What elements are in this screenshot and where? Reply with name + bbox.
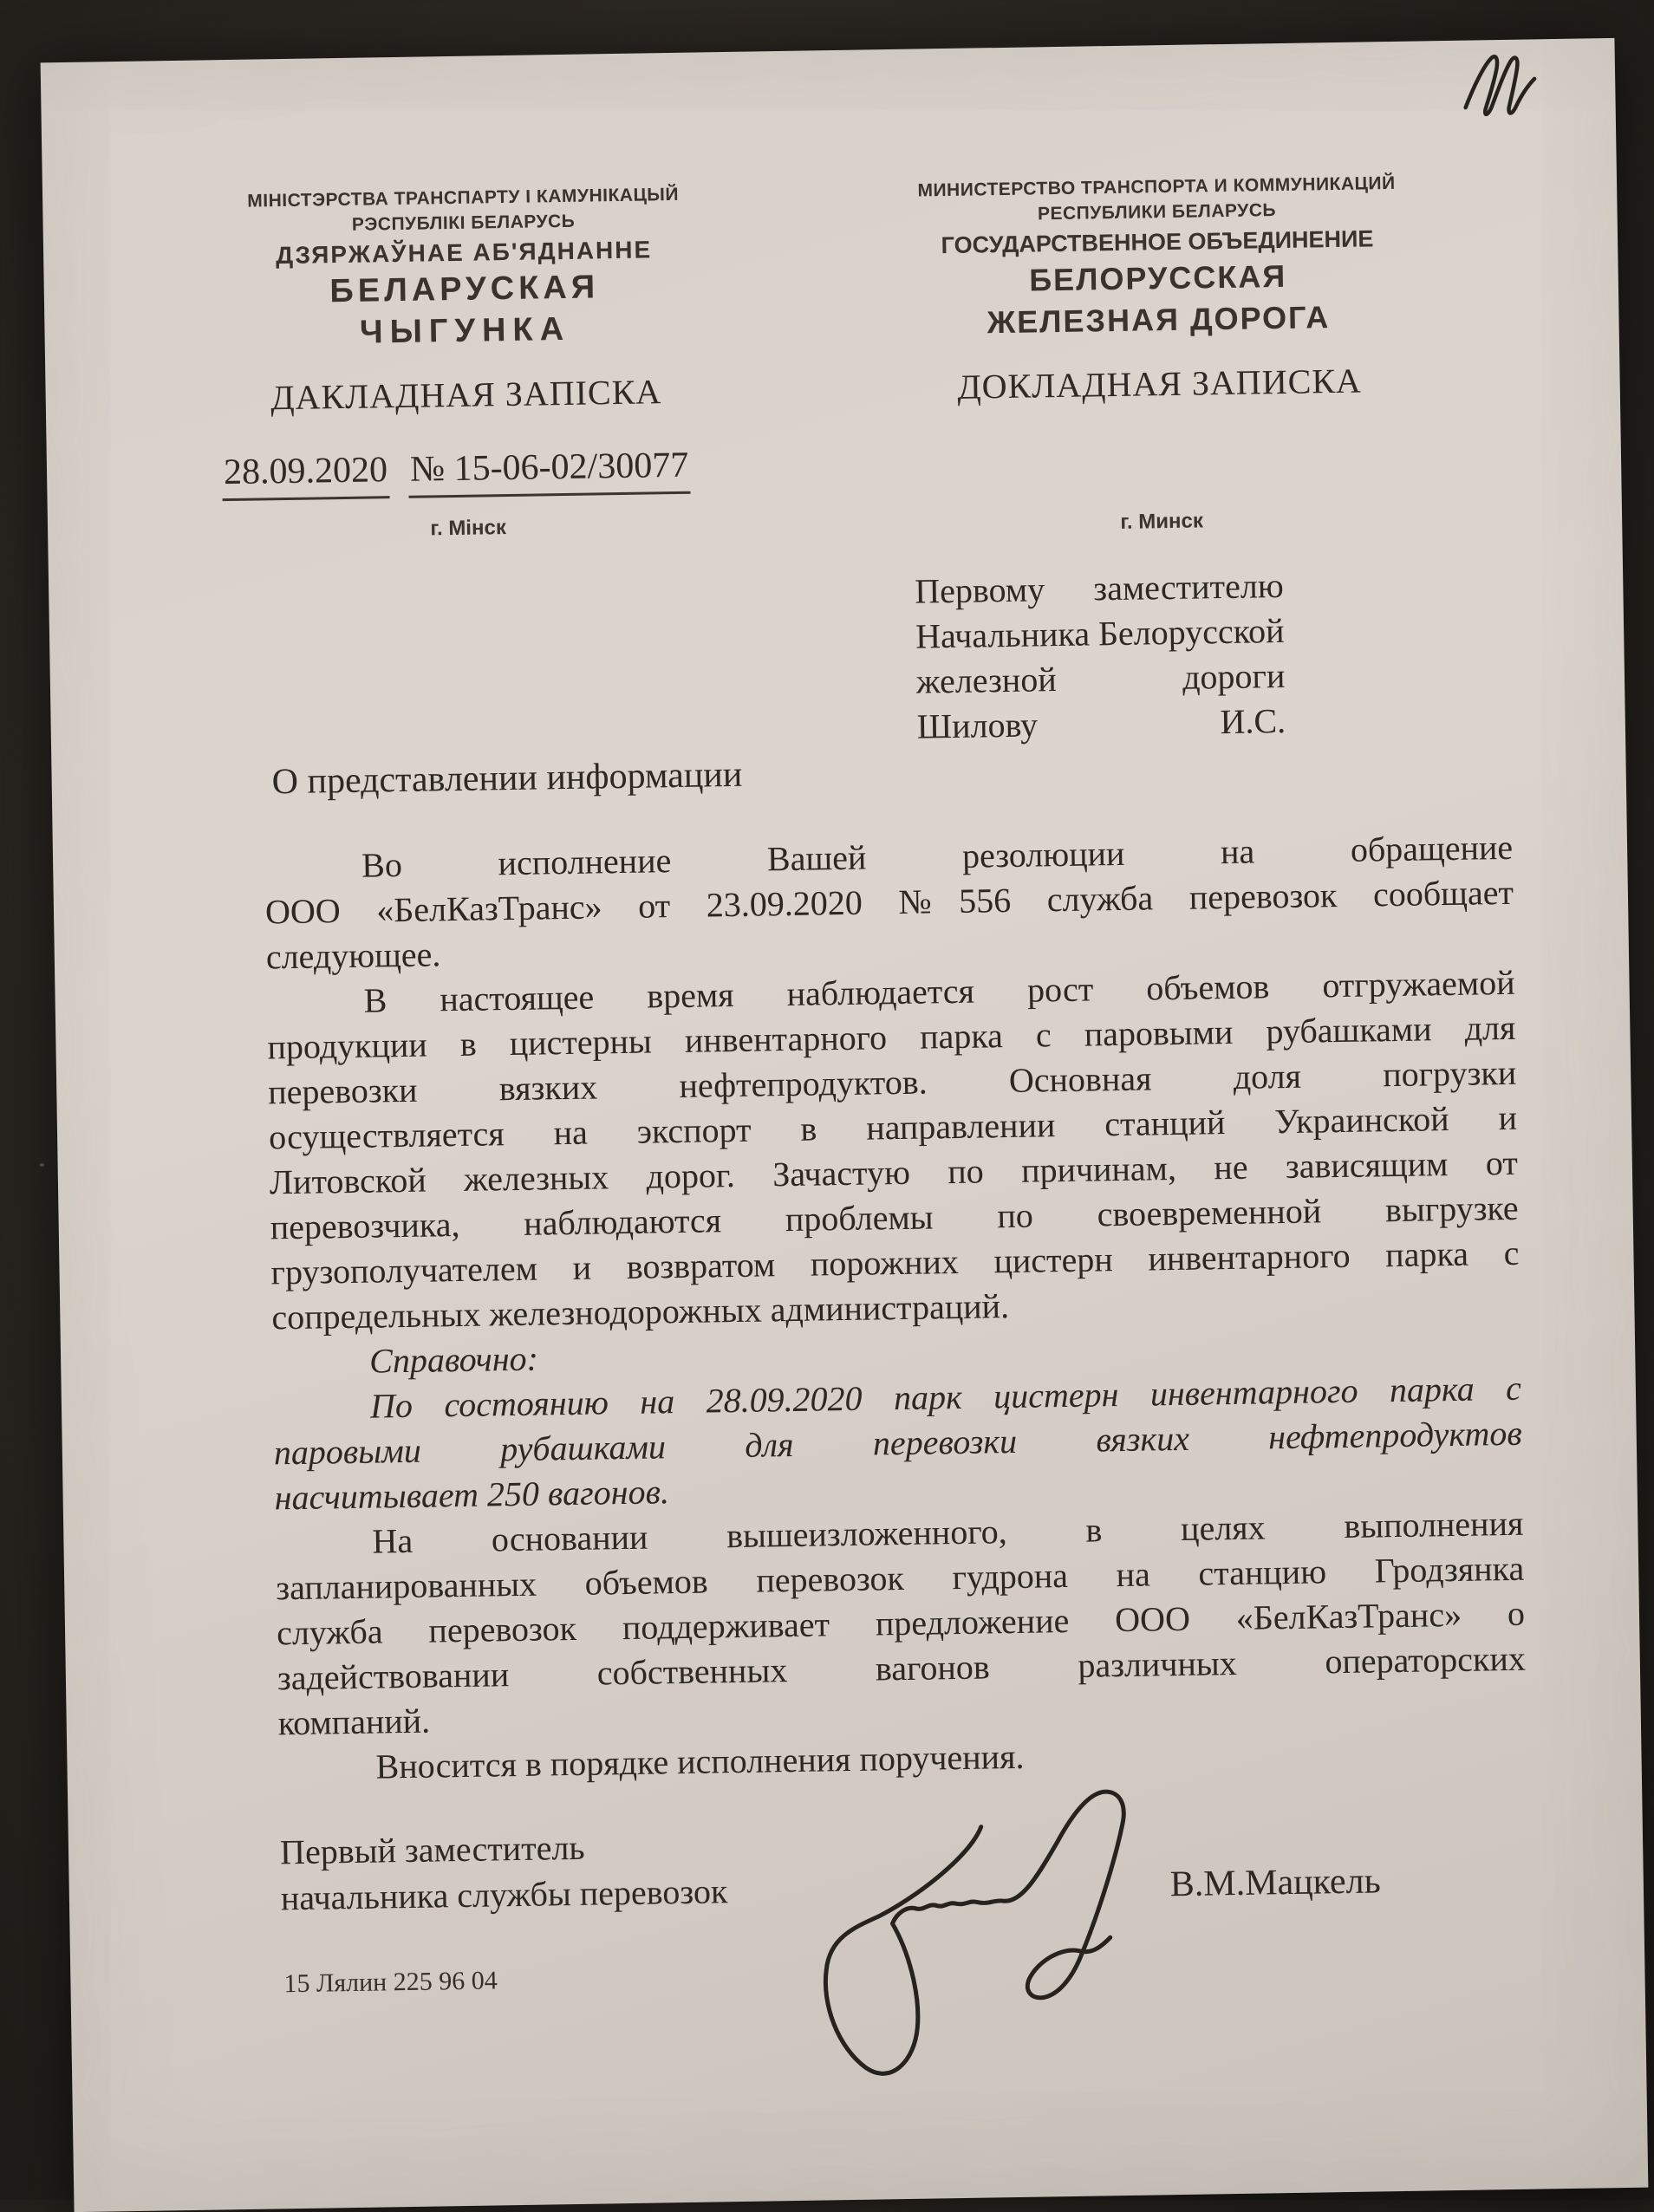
doc-date: 28.09.2020 [222, 449, 390, 501]
date-number-line [222, 445, 691, 501]
text-line: насчитывает 250 вагонов. [274, 1472, 670, 1518]
text-line: Шилову И.С. [916, 700, 1286, 746]
handwritten-signature-icon [808, 1772, 1169, 2089]
doc-type-by: ДАКЛАДНАЯ ЗАПІСКА [270, 372, 662, 418]
letterhead-right [840, 169, 1476, 407]
signer-position [280, 1822, 728, 1921]
org-type-by: ДЗЯРЖАЎНАЕ АБ'ЯДНАННЕ [275, 236, 653, 270]
text-line: задействовании собственных вагонов различных операторских [277, 1638, 1527, 1698]
dust-speck [40, 1163, 44, 1167]
text-line: сопредельных железнодорожных администраций. [271, 1286, 1010, 1337]
ministry-name-by-line1: МІНІСТЭРСТВА ТРАНСПАРТУ І КАМУНІКАЦЫЙ [247, 184, 680, 211]
body-text [264, 825, 1527, 1791]
addressee-block [915, 563, 1286, 750]
signer-position-line2: начальника службы перевозок [280, 1871, 728, 1918]
signer-name: В.М.Мацкель [1169, 1861, 1382, 1905]
ministry-name-ru-line2: РЕСПУБЛИКИ БЕЛАРУСЬ [1037, 200, 1277, 224]
text-line: служба перевозок поддерживает предложение ООО «БелКазТранс» о [276, 1593, 1526, 1653]
text-line: осуществляется на экспорт в направлении станций Украинской и [268, 1097, 1518, 1157]
text-line: следующее. [265, 934, 441, 977]
reference-paragraph [273, 1366, 1523, 1521]
text-line: Литовской железных дорог. Зачастую по причинам, не зависящим от [269, 1142, 1519, 1202]
text-line: перевозчика, наблюдаются проблемы по своевременной выгрузке [270, 1187, 1519, 1247]
paragraph-2 [266, 960, 1520, 1341]
text-line: Начальника Белорусской [915, 610, 1285, 656]
org-name-ru-line1: БЕЛОРУССКАЯ [1028, 257, 1287, 298]
text-line: паровыми рубашками для перевозки вязких нефтепродуктов [273, 1413, 1523, 1473]
text-line: железной дороги [915, 655, 1286, 701]
signer-position-line1: Первый заместитель [279, 1827, 585, 1872]
document-paper [41, 38, 1649, 2212]
doc-type-ru: ДОКЛАДНАЯ ЗАПИСКА [957, 361, 1363, 407]
text-line: В настоящее время наблюдается рост объемов отгружаемой [363, 962, 1515, 1020]
executor-note: 15 Лялин 225 96 04 [283, 1966, 498, 1999]
paragraph-3 [275, 1501, 1527, 1747]
org-name-by-line2: ЧЫГУНКА [359, 310, 571, 351]
text-line: ООО «БелКазТранс» от 23.09.2020 №556 служба перевозок сообщает [264, 872, 1514, 932]
org-name-by-line1: БЕЛАРУСКАЯ [329, 269, 600, 310]
org-type-ru: ГОСУДАРСТВЕННОЕ ОБЪЕДИНЕНИЕ [941, 225, 1374, 259]
text-line: Во исполнение Вашей резолюции на обращение [361, 827, 1514, 885]
text-line: На основании вышеизложенного, в целях выполнения [372, 1503, 1524, 1561]
handwritten-initial-m-icon [1458, 44, 1541, 121]
subject-line: О представлении информации [271, 754, 743, 803]
city-by: г. Мінск [430, 516, 507, 541]
text-line: По состоянию на 28.09.2020 парк цистерн инвентарного парка с [369, 1368, 1522, 1426]
letterhead-left [147, 180, 783, 419]
ministry-name-by-line2: РЭСПУБЛІКІ БЕЛАРУСЬ [351, 211, 576, 235]
text-line: грузополучателем и возвратом порожних цистерн инвентарного парка с [270, 1233, 1520, 1292]
city-ru: г. Минск [1120, 509, 1204, 534]
text-line: компаний. [277, 1701, 431, 1743]
ministry-name-ru-line1: МИНИСТЕРСТВО ТРАНСПОРТА И КОММУНИКАЦИЙ [917, 172, 1396, 201]
paragraph-1 [264, 825, 1514, 980]
text-line: запланированных объемов перевозок гудрона на станцию Гродзянка [275, 1548, 1525, 1608]
org-name-ru-line2: ЖЕЛЕЗНАЯ ДОРОГА [987, 299, 1331, 341]
text-line: Справочно: [368, 1338, 539, 1381]
text-line: Первому заместителю [914, 565, 1284, 611]
text-line: перевозки вязких нефтепродуктов. Основная доля погрузки [267, 1052, 1517, 1112]
doc-number: № 15-06-02/30077 [408, 445, 691, 498]
text-line: продукции в цистерны инвентарного парка с паровыми рубашками для [267, 1007, 1516, 1067]
text-line: Вносится в порядке исполнения поручения. [375, 1736, 1025, 1786]
